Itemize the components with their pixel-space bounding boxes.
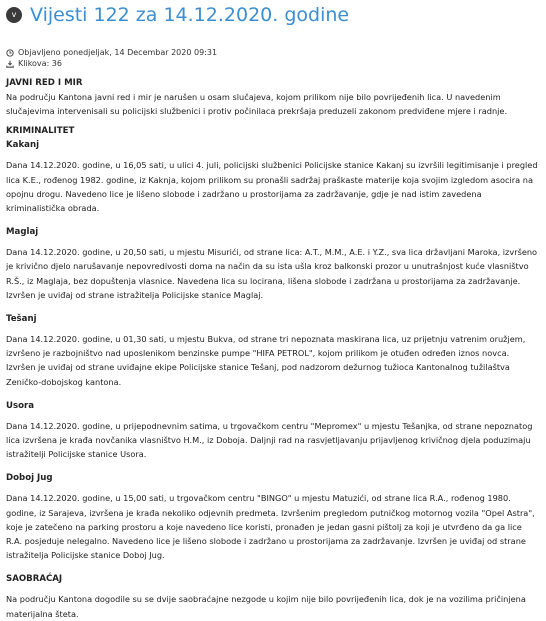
subsection-heading-maglaj: Maglaj bbox=[6, 227, 39, 238]
clock-icon bbox=[6, 49, 14, 57]
subsection-paragraph-maglaj: Dana 14.12.2020. godine, u 20,50 sati, u mjestu Misurići, od strane lica: A.T., M.M., A.E. i Y.Z., sva lica državljani Maroka, izvršeno je krivično djelo narušavanje nepovredivosti doma na način da su ista ušla kroz balkonski prozor u unutrašnjost kuće vlasništvo R.Š., iz Maglaja, bez dopuštenja vlasnice. Navedena lica su locirana, lišena slobode i zadržana u prostorijama za zadržavanje. Izvršen je uviđaj od strane istražitelja Policijske stanice Maglaj. bbox=[6, 247, 538, 300]
section-paragraph-traffic: Na području Kantona dogodile su se dvije saobraćajne nezgode u kojim nije bilo povrijeđenih lica, dok je na vozilima pričinjena materijalna šteta. bbox=[6, 594, 526, 619]
subsection-heading-usora: Usora bbox=[6, 400, 35, 411]
section-heading-traffic: SAOBRAĆAJ bbox=[6, 574, 63, 585]
section-heading-crime: KRIMINALITET bbox=[6, 126, 75, 137]
article-meta bbox=[6, 47, 540, 69]
article-header bbox=[6, 0, 540, 30]
clicks-info bbox=[6, 58, 540, 69]
subsection-heading-doboj-jug: Doboj Jug bbox=[6, 473, 53, 484]
section-heading-public-order: JAVNI RED I MIR bbox=[6, 78, 83, 88]
subsection-paragraph-doboj-jug: Dana 14.12.2020. godine, u 15,00 sati, u trgovačkom centru "BINGO" u mjestu Matuzići, od strane lica R.A., rođenog 1980. godine, iz Sarajeva, izvršena je krađa nekoliko odjevnih predmeta. Izvršenim pregledom putničkog motornog vozila "Opel Astra", koje je zatečeno na parking prostoru a koje navedeno lice koristi, pronađen je jedan gasni pištolj za koji je utvrđeno da ga lice R.A. posjeduje nelegalno. Navedeno lice je lišeno slobode i zadržano u prostorijama za zadržavanje. Izvršen je uviđaj od strane istražitelja Policijske stanice Doboj Jug. bbox=[6, 493, 535, 561]
article-body bbox=[6, 76, 540, 621]
subsection-paragraph-tesanj: Dana 14.12.2020. godine, u 01,30 sati, u mjestu Bukva, od strane tri nepoznata maskirana lica, uz prijetnju vatrenim oružjem, izvršeno je razbojništvo nad uposlenikom benzinske pumpe "HIFA PETROL", kojom prilikom je otuđen određen iznos novca. Izvršen je uviđaj od strane uviđajne ekipe Policijske stanice Tešanj, pod nadzorom dežurnog tužioca Kantonalnog tužilaštva Zeničko-dobojskog kantona. bbox=[6, 334, 526, 387]
subsection-heading-tesanj: Tešanj bbox=[6, 314, 37, 325]
subsection-paragraph-usora: Dana 14.12.2020. godine, u prijepodnevnim satima, u trgovačkom centru "Mepromex" u mjestu Tešanjka, od strane nepoznatog lica izvršena je krađa novčanika vlasništvo H.M., iz Doboja. Daljnji rad na rasvjetljavanju prijavljenog krivičnog djela poduzimaju istražitelji Policijske stanice Usora. bbox=[6, 420, 533, 460]
section-paragraph-public-order: Na području Kantona javni red i mir je narušen u osam slučajeva, kojom prilikom nije bilo povrijeđenih lica. U navedenim slučajevima intervenisali su policijski službenici i protiv počinilaca prekršaja preduzeli zakonom predviđene mjere i radnje. bbox=[6, 92, 508, 117]
page-title: Vijesti 122 za 14.12.2020. godine bbox=[30, 4, 350, 26]
chevron-down-icon[interactable]: v bbox=[6, 7, 22, 23]
click-count: Klikova: 36 bbox=[18, 59, 62, 68]
subsection-paragraph-kakanj: Dana 14.12.2020. godine, u 16,05 sati, u ulici 4. juli, policijski službenici Policijske stanice Kakanj su izvršili legitimisanje i pregled lica K.E., rođenog 1982. godine, iz Kaknja, kojom prilikom su pronašli sadržaj praškaste materije koja svojim izgledom asocira na opojnu drogu. Navedeno lice je lišeno slobode i zadržano u prostorijama za zadržavanje, gdje je nad istim zavedena kriminalistička obrada. bbox=[6, 160, 538, 214]
published-info bbox=[6, 47, 540, 58]
subsection-heading-kakanj: Kakanj bbox=[6, 140, 40, 151]
published-date: Objavljeno ponedjeljak, 14 Decembar 2020 09:31 bbox=[18, 48, 218, 57]
download-icon bbox=[6, 60, 14, 68]
